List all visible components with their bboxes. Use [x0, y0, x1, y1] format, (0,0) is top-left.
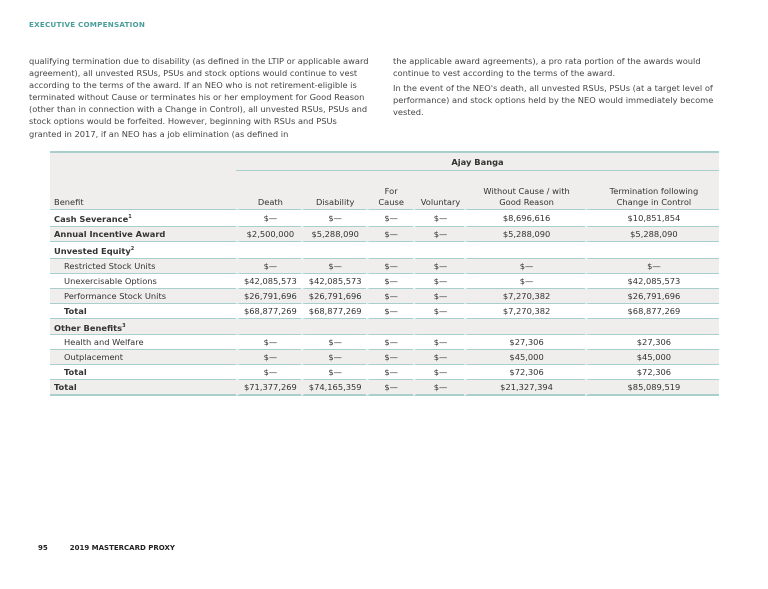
- cell-value: $—: [413, 335, 465, 350]
- row-label: [50, 274, 236, 289]
- cell-value: $—: [413, 304, 465, 319]
- cell-value: $27,306: [464, 335, 585, 350]
- table-row: [50, 350, 719, 365]
- row-label-text: Total: [64, 367, 87, 378]
- body-column-left: [29, 55, 369, 143]
- cell-value: $—: [236, 335, 301, 350]
- cell-value: $68,877,269: [236, 304, 301, 319]
- row-label: [50, 380, 236, 396]
- cell-value: [301, 242, 366, 259]
- cell-value: $—: [236, 210, 301, 227]
- cell-value: [366, 319, 413, 336]
- cell-value: $—: [413, 259, 465, 274]
- cell-value: [236, 242, 301, 259]
- row-label: [50, 242, 236, 259]
- column-header: For Cause: [366, 171, 413, 210]
- cell-value: $—: [464, 274, 585, 289]
- cell-value: $68,877,269: [301, 304, 366, 319]
- cell-value: $21,327,394: [464, 380, 585, 396]
- page-footer: [38, 544, 175, 552]
- row-label-text: Cash Severance: [54, 213, 129, 224]
- cell-value: [464, 319, 585, 336]
- cell-value: $26,791,696: [236, 289, 301, 304]
- row-label: [50, 319, 236, 336]
- cell-value: $42,085,573: [301, 274, 366, 289]
- paragraph: In the event of the NEO's death, all unvested RSUs, PSUs (at a target level of performance) and stock options held by the NEO would immediately become vested.: [393, 83, 714, 118]
- cell-value: $8,696,616: [464, 210, 585, 227]
- row-label: [50, 259, 236, 274]
- cell-value: $—: [236, 350, 301, 365]
- paragraph: the applicable award agreements), a pro rata portion of the awards would continue to vest according to the terms of the award.: [393, 56, 701, 79]
- cell-value: $—: [301, 350, 366, 365]
- cell-value: $—: [366, 259, 413, 274]
- cell-value: $—: [366, 335, 413, 350]
- cell-value: $45,000: [585, 350, 719, 365]
- row-label-text: Unexercisable Options: [64, 275, 157, 286]
- cell-value: $5,288,090: [585, 227, 719, 242]
- footnote-marker: 2: [130, 245, 135, 252]
- cell-value: $—: [366, 350, 413, 365]
- cell-value: $—: [413, 380, 465, 396]
- cell-value: $—: [366, 274, 413, 289]
- paragraph: qualifying termination due to disability (as defined in the LTIP or applicable award agreement), all unvested RSUs, PSUs and stock options would continue to vest according to the terms of the award. If an NEO who is not retirement-eligible is terminated without Cause or terminates his or her employment for Good Reason (other than in connection with a Change in Control), all unvested RSUs, PSUs and stock options would be forfeited. However, beginning with RSUs and PSUs granted in 2017, if an NEO has a job elimination (as defined in: [29, 56, 369, 139]
- cell-value: [585, 319, 719, 336]
- cell-value: $—: [413, 210, 465, 227]
- cell-value: $72,306: [585, 365, 719, 380]
- cell-value: $—: [464, 259, 585, 274]
- cell-value: $7,270,382: [464, 289, 585, 304]
- cell-value: $—: [413, 350, 465, 365]
- table-row: [50, 335, 719, 350]
- table-row: [50, 380, 719, 396]
- cell-value: $—: [301, 335, 366, 350]
- cell-value: [236, 319, 301, 336]
- cell-value: [585, 242, 719, 259]
- row-label: [50, 210, 236, 227]
- row-label: [50, 227, 236, 242]
- row-label-text: Annual Incentive Award: [54, 228, 166, 239]
- cell-value: $7,270,382: [464, 304, 585, 319]
- cell-value: $—: [236, 259, 301, 274]
- column-header: Voluntary: [413, 171, 465, 210]
- column-header: Without Cause / with Good Reason: [464, 171, 585, 210]
- cell-value: $5,288,090: [301, 227, 366, 242]
- cell-value: $71,377,269: [236, 380, 301, 396]
- column-header: Disability: [301, 171, 366, 210]
- cell-value: [366, 242, 413, 259]
- table-row: [50, 274, 719, 289]
- cell-value: $—: [301, 365, 366, 380]
- row-label-text: Unvested Equity: [54, 245, 131, 256]
- cell-value: $—: [366, 304, 413, 319]
- cell-value: [413, 319, 465, 336]
- cell-value: $—: [236, 365, 301, 380]
- row-label-text: Outplacement: [64, 352, 124, 363]
- row-label: [50, 335, 236, 350]
- cell-value: $68,877,269: [585, 304, 719, 319]
- table-row: [50, 242, 719, 259]
- table-row: [50, 259, 719, 274]
- cell-value: $—: [366, 227, 413, 242]
- footnote-marker: 1: [128, 214, 132, 220]
- column-header: Death: [236, 171, 301, 210]
- cell-value: $27,306: [585, 335, 719, 350]
- column-header: Benefit: [50, 171, 236, 210]
- cell-value: $—: [301, 259, 366, 274]
- table-row: [50, 210, 719, 227]
- cell-value: $—: [366, 365, 413, 380]
- row-label-text: Total: [54, 382, 77, 393]
- cell-value: $—: [301, 210, 366, 227]
- cell-value: $—: [413, 289, 465, 304]
- section-header: EXECUTIVE COMPENSATION: [29, 20, 146, 29]
- body-column-right: [393, 55, 738, 121]
- row-label: [50, 289, 236, 304]
- cell-value: $5,288,090: [464, 227, 585, 242]
- cell-value: $—: [413, 365, 465, 380]
- row-label-text: Health and Welfare: [64, 337, 144, 348]
- cell-value: [413, 242, 465, 259]
- table-header-row: [50, 171, 719, 210]
- cell-value: $—: [585, 259, 719, 274]
- cell-value: $—: [366, 289, 413, 304]
- cell-value: $—: [366, 210, 413, 227]
- compensation-table: [50, 151, 719, 396]
- executive-name: Ajay Banga: [236, 151, 719, 171]
- footnote-marker: 3: [122, 322, 126, 329]
- cell-value: $45,000: [464, 350, 585, 365]
- table-row: [50, 365, 719, 380]
- cell-value: $85,089,519: [585, 380, 719, 396]
- table-row: [50, 319, 719, 336]
- cell-value: $2,500,000: [236, 227, 301, 242]
- cell-value: $26,791,696: [585, 289, 719, 304]
- row-label-text: Restricted Stock Units: [64, 260, 156, 271]
- column-header: Termination following Change in Control: [585, 171, 719, 210]
- cell-value: $42,085,573: [585, 274, 719, 289]
- cell-value: $—: [413, 227, 465, 242]
- row-label: [50, 365, 236, 380]
- page-number: 95: [38, 544, 48, 552]
- table-row: [50, 304, 719, 319]
- cell-value: [301, 319, 366, 336]
- cell-value: $42,085,573: [236, 274, 301, 289]
- cell-value: $10,851,854: [585, 210, 719, 227]
- row-label-text: Total: [64, 305, 87, 316]
- row-label-text: Other Benefits: [54, 322, 123, 333]
- document-title: 2019 MASTERCARD PROXY: [69, 544, 175, 552]
- cell-value: [464, 242, 585, 259]
- cell-value: $74,165,359: [301, 380, 366, 396]
- cell-value: $—: [366, 380, 413, 396]
- cell-value: $—: [413, 274, 465, 289]
- executive-name-row: [50, 151, 719, 171]
- cell-value: $72,306: [464, 365, 585, 380]
- row-label: [50, 350, 236, 365]
- table-row: [50, 227, 719, 242]
- cell-value: $26,791,696: [301, 289, 366, 304]
- table-row: [50, 289, 719, 304]
- row-label: [50, 304, 236, 319]
- row-label-text: Performance Stock Units: [64, 290, 167, 301]
